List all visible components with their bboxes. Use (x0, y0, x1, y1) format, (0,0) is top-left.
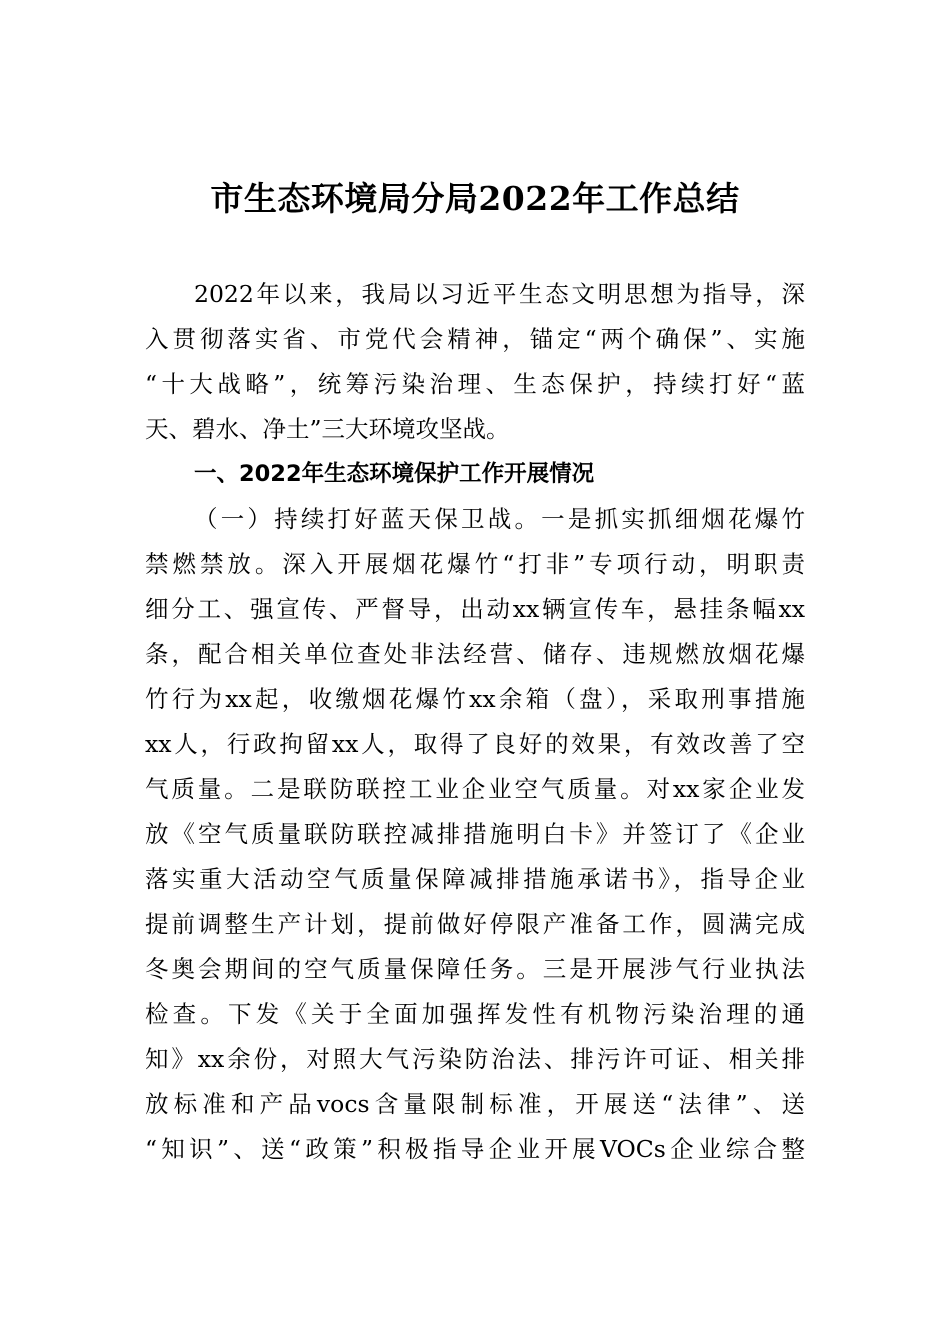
paragraph-line: “知识”、送“政策”积极指导企业开展VOCs企业综合整 (145, 1135, 805, 1163)
section-heading: 一、2022年生态环境保护工作开展情况 (194, 461, 595, 487)
paragraph-line: 放《空气质量联防联控减排措施明白卡》并签订了《企业 (145, 820, 805, 848)
paragraph-line: xx人，行政拘留xx人，取得了良好的效果，有效改善了空 (145, 730, 805, 758)
paragraph-line: 入贯彻落实省、市党代会精神，锚定“两个确保”、实施 (145, 325, 805, 353)
document-body (145, 272, 805, 1172)
section-paragraph (145, 497, 805, 1172)
paragraph-line: “十大战略”，统筹污染治理、生态保护，持续打好“蓝 (145, 370, 805, 398)
intro-paragraph (145, 272, 805, 452)
paragraph-line: 竹行为xx起，收缴烟花爆竹xx余箱（盘），采取刑事措施 (145, 685, 805, 713)
paragraph-line: 提前调整生产计划，提前做好停限产准备工作，圆满完成 (145, 910, 805, 938)
paragraph-line: 落实重大活动空气质量保障减排措施承诺书》，指导企业 (145, 865, 805, 893)
paragraph-line: 禁燃禁放。深入开展烟花爆竹“打非”专项行动，明职责 (145, 550, 805, 578)
paragraph-line: 天、碧水、净土”三大环境攻坚战。 (145, 415, 510, 443)
document-title: 市生态环境局分局2022年工作总结 (210, 179, 740, 218)
paragraph-line: 条，配合相关单位查处非法经营、储存、违规燃放烟花爆 (145, 640, 805, 668)
paragraph-line: 2022年以来，我局以习近平生态文明思想为指导，深 (194, 280, 805, 308)
paragraph-line: 冬奥会期间的空气质量保障任务。三是开展涉气行业执法 (145, 955, 805, 983)
paragraph-line: 气质量。二是联防联控工业企业空气质量。对xx家企业发 (145, 775, 805, 803)
paragraph-line: 知》xx余份，对照大气污染防治法、排污许可证、相关排 (145, 1045, 805, 1073)
paragraph-line: 放标准和产品vocs含量限制标准，开展送“法律”、送 (145, 1090, 805, 1118)
paragraph-line: （一）持续打好蓝天保卫战。一是抓实抓细烟花爆竹 (194, 505, 805, 533)
paragraph-line: 检查。下发《关于全面加强挥发性有机物污染治理的通 (145, 1000, 805, 1028)
paragraph-line: 细分工、强宣传、严督导，出动xx辆宣传车，悬挂条幅xx (145, 595, 805, 623)
